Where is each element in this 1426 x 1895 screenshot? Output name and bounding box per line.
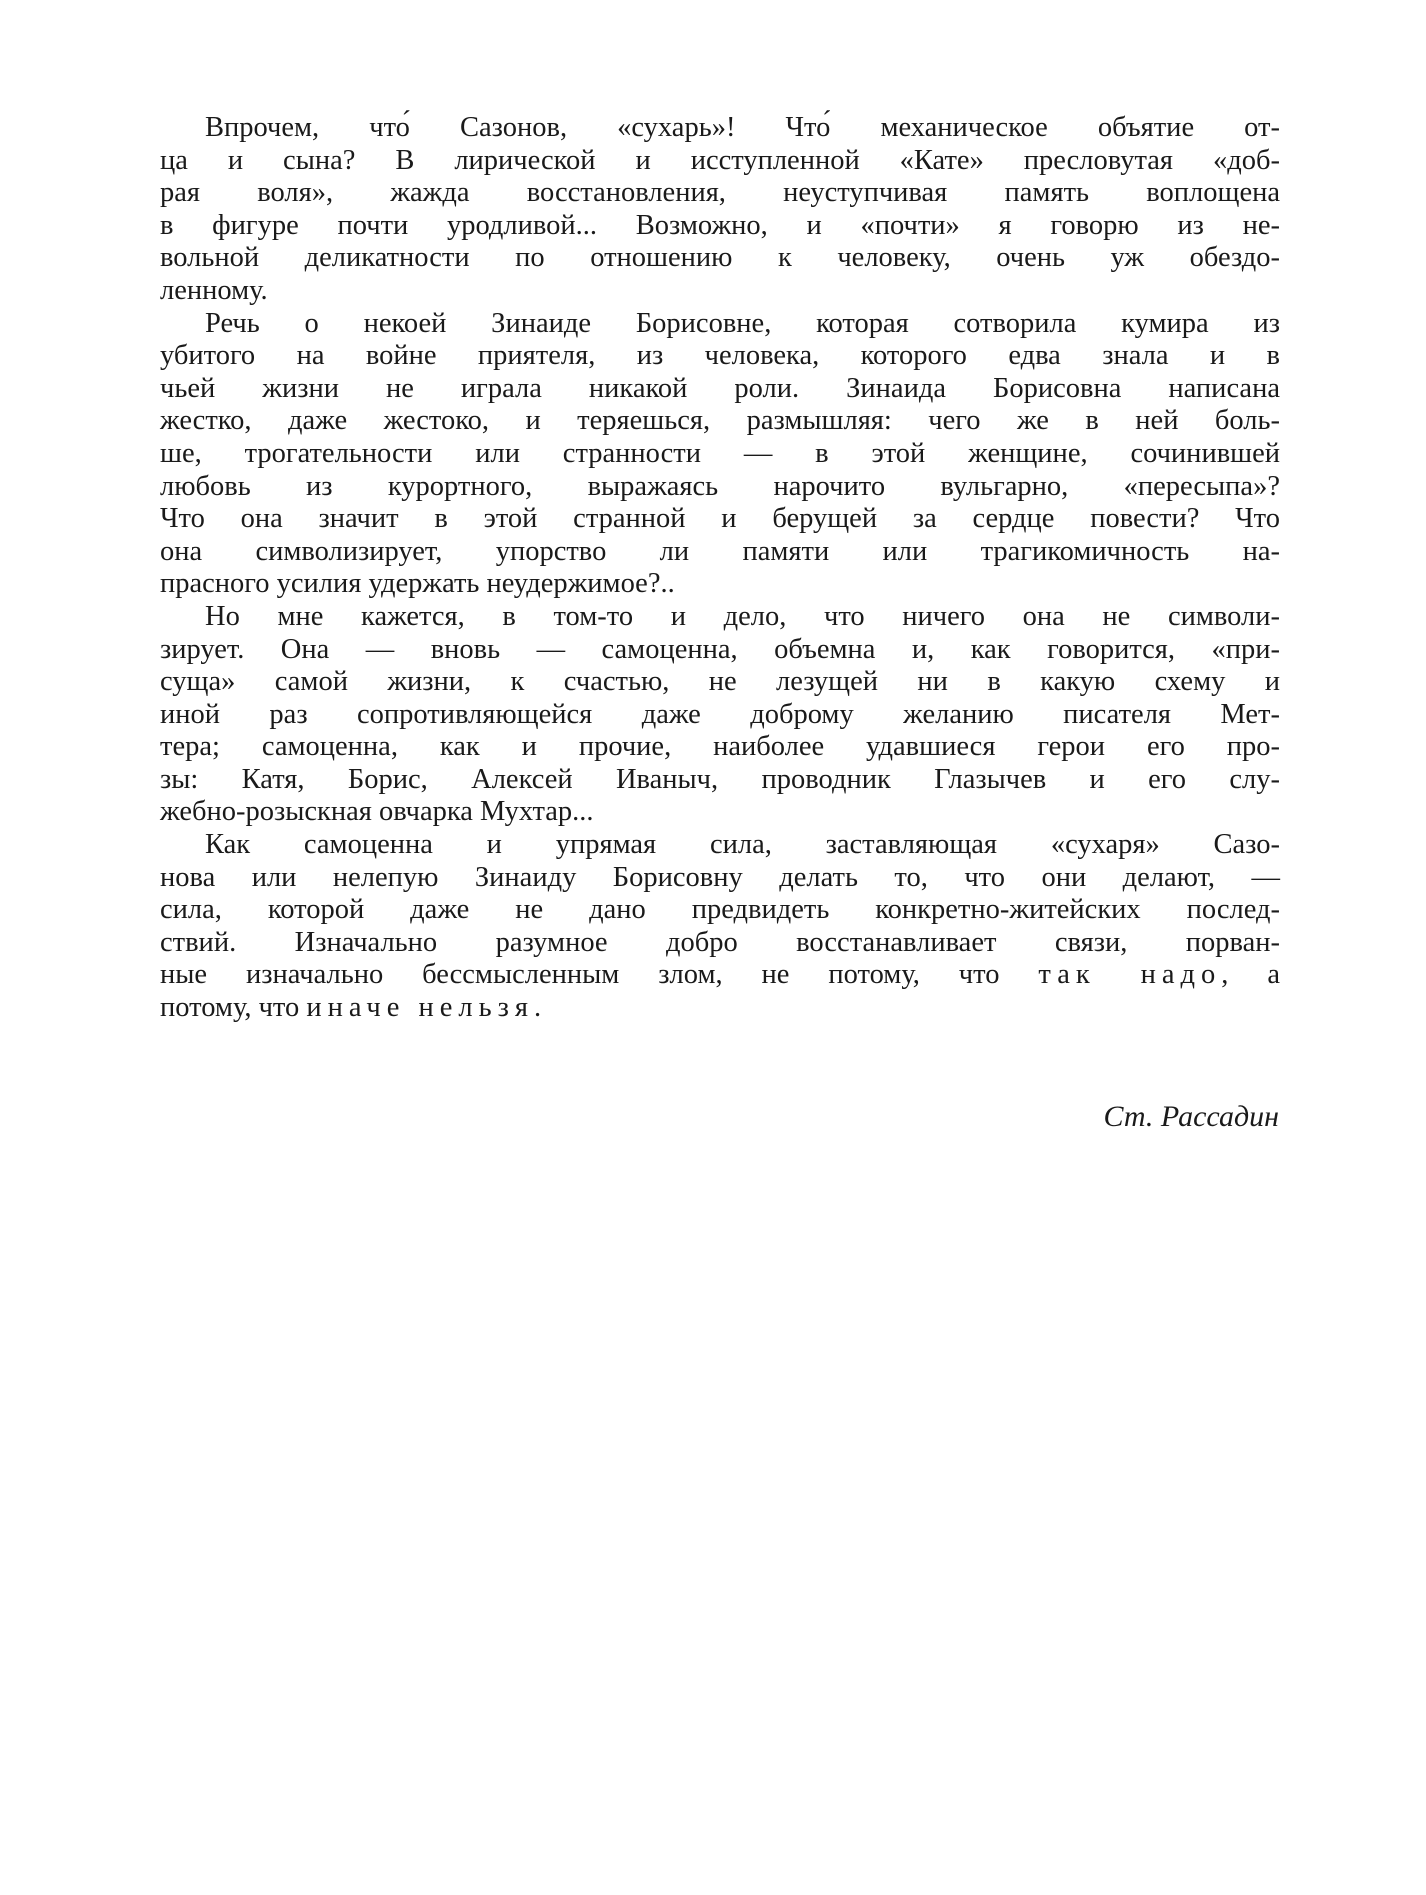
text-line: Как самоценна и упрямая сила, заставляющая «сухаря» Сазо- [205, 829, 1280, 861]
text-fragment: . [534, 992, 542, 1024]
text-line: убитого на войне приятеля, из человека, которого едва знала и в [160, 340, 1280, 372]
text-line: рая воля», жажда восстановления, неуступчивая память воплощена [160, 177, 1280, 209]
paragraph-4 [160, 829, 1280, 1025]
text-line: Речь о некоей Зинаиде Борисовне, которая сотворила кумира из [205, 307, 1280, 339]
text-line: Что она значит в этой странной и берущей за сердце повести? Что [160, 503, 1280, 535]
text-line: чьей жизни не играла никакой роли. Зинаида Борисовна написана [160, 372, 1280, 404]
text-line: она символизирует, упорство ли памяти или трагикомичность на- [160, 535, 1280, 567]
text-line: тера; самоценна, как и прочие, наиболее удавшиеся герои его про- [160, 731, 1280, 763]
text-line: ствий. Изначально разумное добро восстанавливает связи, порван- [160, 926, 1280, 958]
spaced-emphasis: иначе нельзя [306, 992, 534, 1024]
text-line: сила, которой даже не дано предвидеть конкретно-житейских послед- [160, 894, 1280, 926]
text-line: зирует. Она — вновь — самоценна, объемна и, как говорится, «при- [160, 633, 1280, 665]
text-line-spaced [160, 992, 1280, 1025]
paragraph-3 [160, 601, 1280, 829]
text-line: жестко, даже жестоко, и теряешься, размышляя: чего же в ней боль- [160, 405, 1280, 437]
text-fragment: , а [1221, 959, 1280, 991]
text-line: ше, трогательности или странности — в этой женщине, сочинившей [160, 437, 1280, 469]
text-line: суща» самой жизни, к счастью, не лезущей ни в какую схему и [160, 666, 1280, 698]
text-line: иной раз сопротивляющейся даже доброму желанию писателя Мет- [160, 698, 1280, 730]
text-line: прасного усилия удержать неудержимое?.. [160, 568, 675, 600]
text-line-spaced [160, 959, 1280, 992]
text-line: жебно-розыскная овчарка Мухтар... [160, 796, 594, 828]
author-signature: Ст. Рассадин [1103, 1100, 1279, 1133]
text-line: зы: Катя, Борис, Алексей Иваныч, проводник Глазычев и его слу- [160, 763, 1280, 795]
paragraph-1 [160, 112, 1280, 308]
text-line: в фигуре почти уродливой... Возможно, и «почти» я говорю из не- [160, 209, 1280, 241]
text-line: Но мне кажется, в том-то и дело, что ничего она не символи- [205, 600, 1280, 632]
text-line: ца и сына? В лирической и исступленной «Кате» пресловутая «доб- [160, 144, 1280, 176]
article-text [160, 112, 1280, 1025]
text-fragment: потому, что [160, 992, 300, 1024]
text-line: нова или нелепую Зинаиду Борисовну делать то, что они делают, — [160, 861, 1280, 893]
text-fragment: ные изначально бессмысленным злом, не потому, что [160, 959, 1000, 991]
spaced-emphasis: так надо [1038, 959, 1222, 991]
text-line: Впрочем, что́ Сазонов, «сухарь»! Что́ механическое объятие от- [205, 112, 1280, 143]
text-line: ленному. [160, 274, 268, 306]
text-line: вольной деликатности по отношению к человеку, очень уж обездо- [160, 242, 1280, 274]
paragraph-2 [160, 308, 1280, 601]
text-line: любовь из курортного, выражаясь нарочито вульгарно, «пересыпа»? [160, 470, 1280, 502]
